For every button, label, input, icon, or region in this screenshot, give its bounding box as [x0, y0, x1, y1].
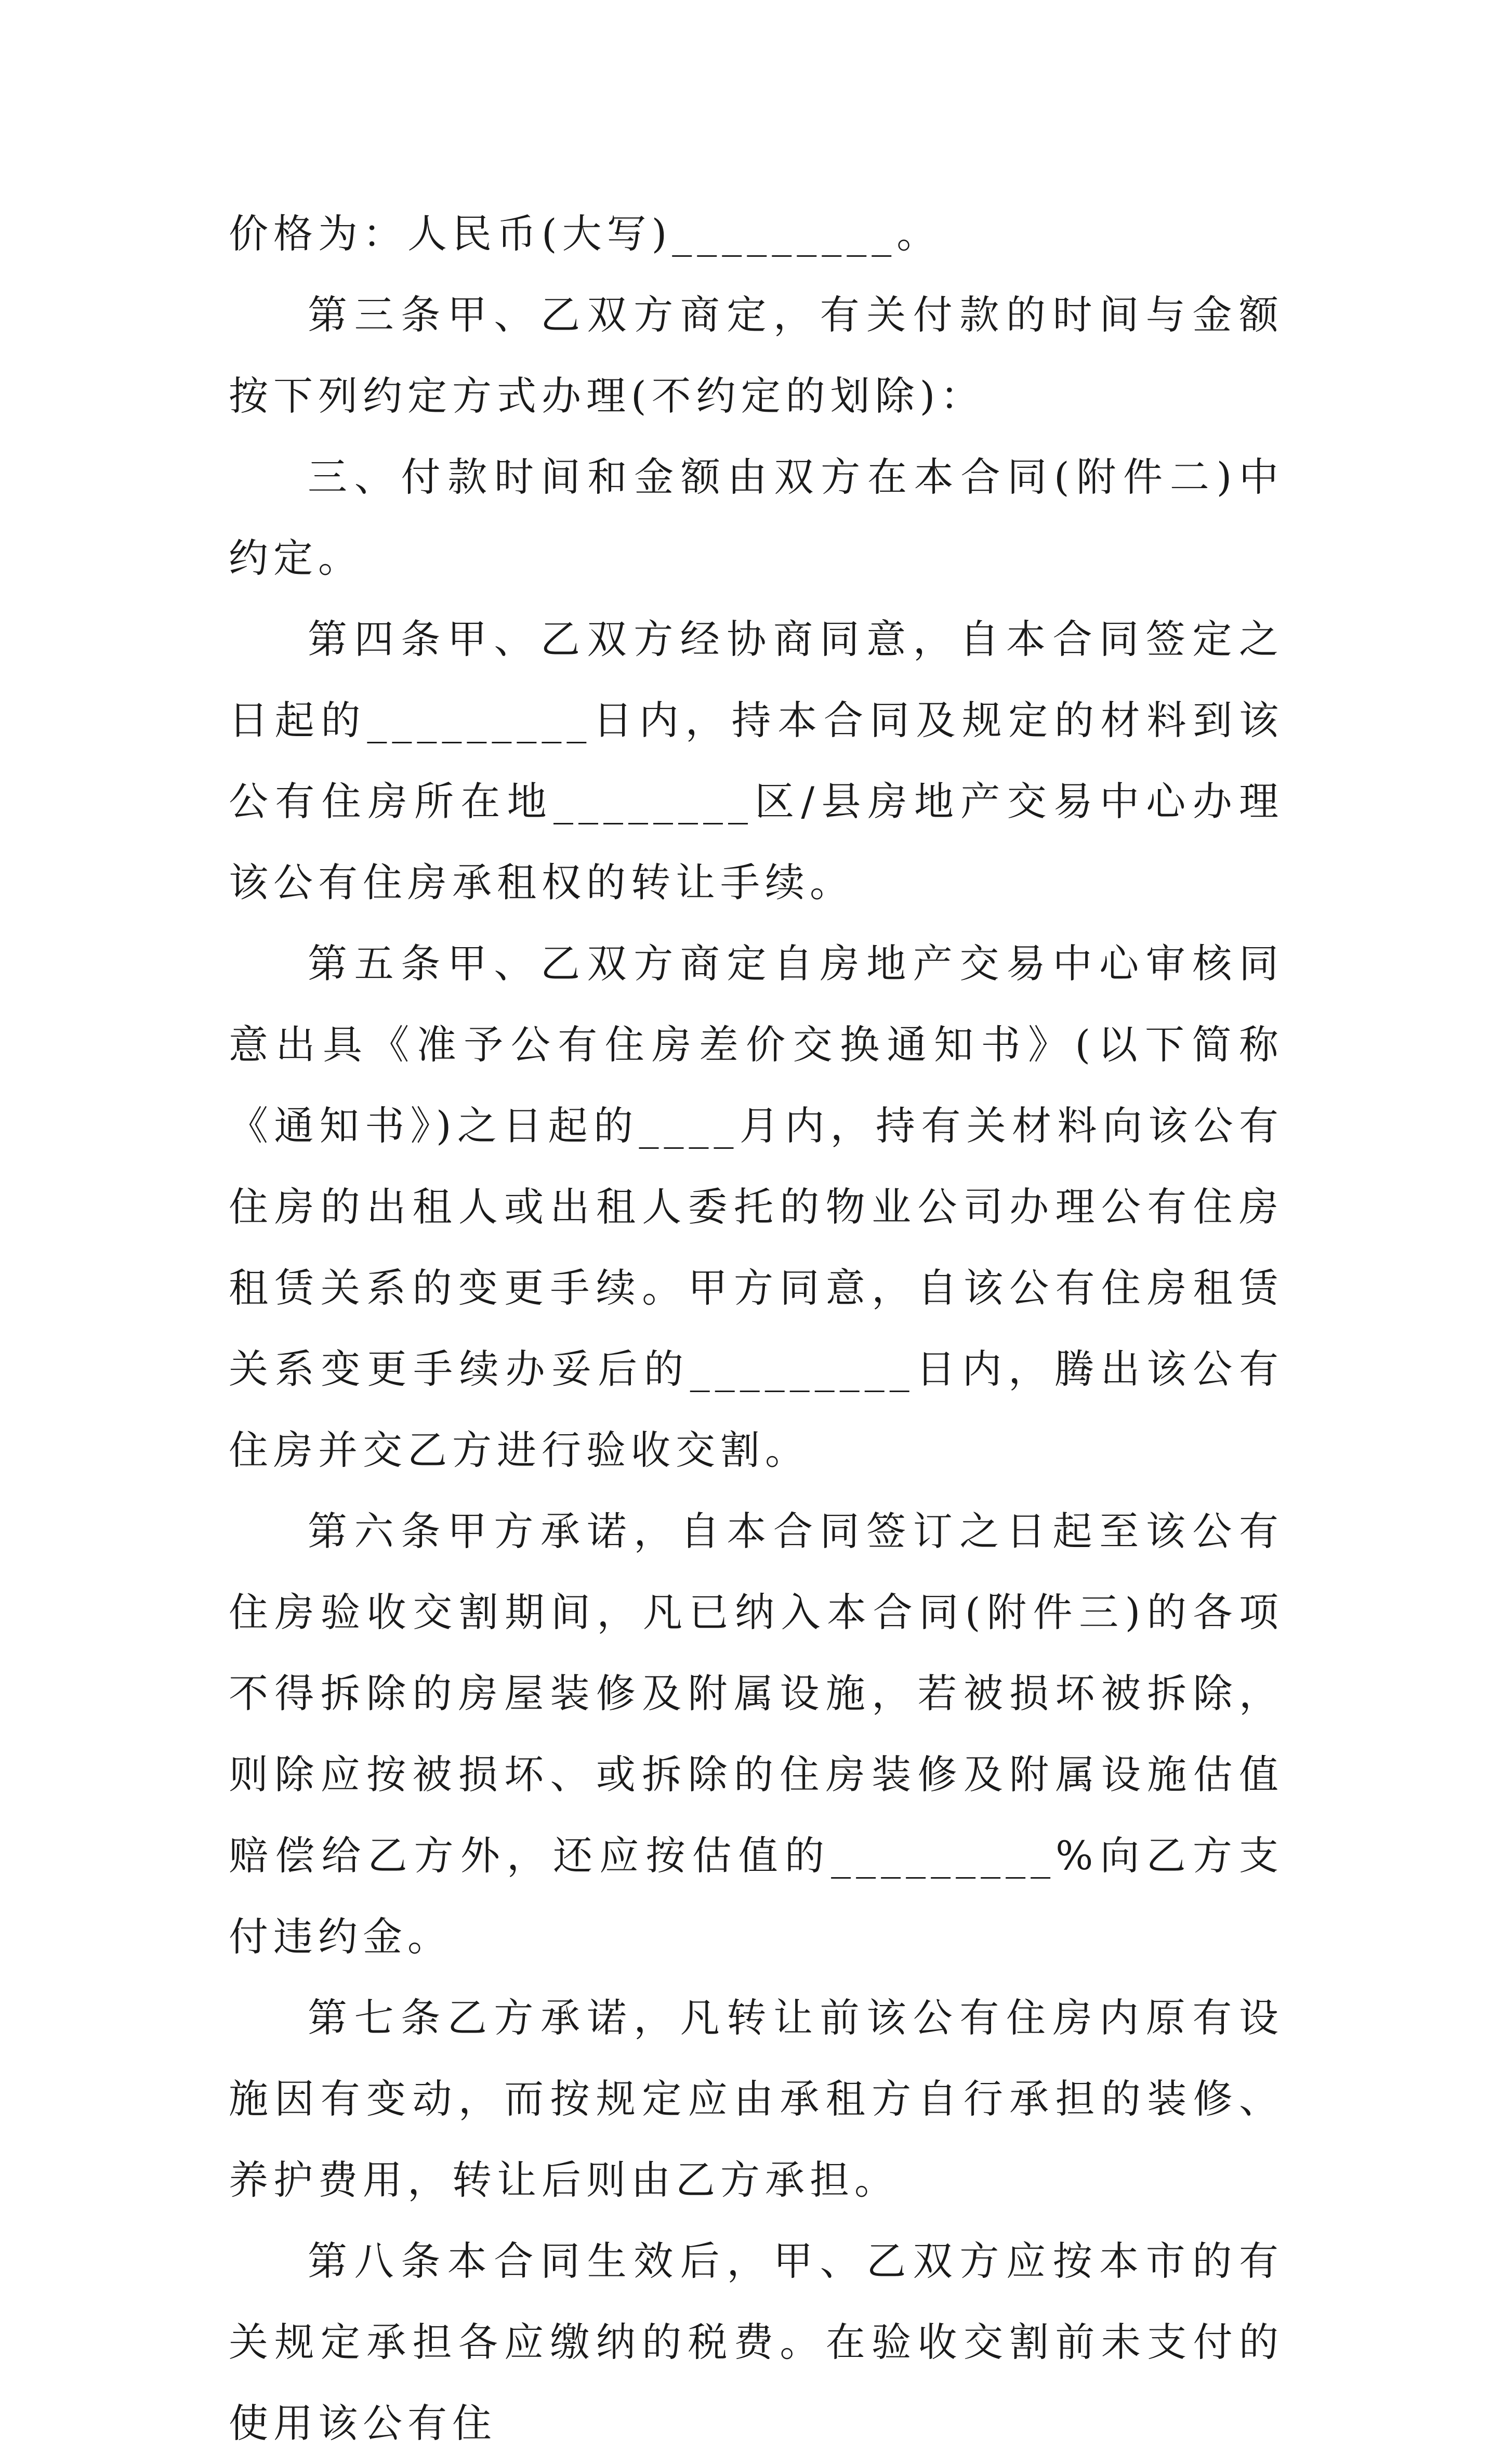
paragraph-article-4: 第四条甲、乙双方经协商同意，自本合同签定之日起的_________日内，持本合同及规定的材料到该公有住房所在地________区/县房地产交易中心办理该公有住房承租权的转让手续。 [229, 616, 1284, 906]
paragraph-article-3: 第三条甲、乙双方商定，有关付款的时间与金额按下列约定方式办理(不约定的划除)： [229, 292, 1284, 419]
document-body [229, 193, 1284, 2464]
paragraph-article-7: 第七条乙方承诺，凡转让前该公有住房内原有设施因有变动，而按规定应由承租方自行承担的装修、养护费用，转让后则由乙方承担。 [229, 1995, 1284, 2203]
paragraph-article-5: 第五条甲、乙双方商定自房地产交易中心审核同意出具《准予公有住房差价交换通知书》(以下简称《通知书》)之日起的____月内，持有关材料向该公有住房的出租人或出租人委托的物业公司办理公有住房租赁关系的变更手续。甲方同意，自该公有住房租赁关系变更手续办妥后的_________日内，腾出该公有住房并交乙方进行验收交割。 [229, 940, 1284, 1473]
paragraph-article-6: 第六条甲方承诺，自本合同签订之日起至该公有住房验收交割期间，凡已纳入本合同(附件三)的各项不得拆除的房屋装修及附属设施，若被损坏被拆除，则除应按被损坏、或拆除的住房装修及附属设施估值赔偿给乙方外，还应按估值的_________%向乙方支付违约金。 [229, 1508, 1284, 1960]
paragraph-price: 价格为：人民币(大写)_________。 [229, 211, 942, 257]
paragraph-article-8: 第八条本合同生效后，甲、乙双方应按本市的有关规定承担各应缴纳的税费。在验收交割前未支付的使用该公有住 [229, 2238, 1284, 2446]
paragraph-item-3: 三、付款时间和金额由双方在本合同(附件二)中约定。 [229, 454, 1284, 581]
